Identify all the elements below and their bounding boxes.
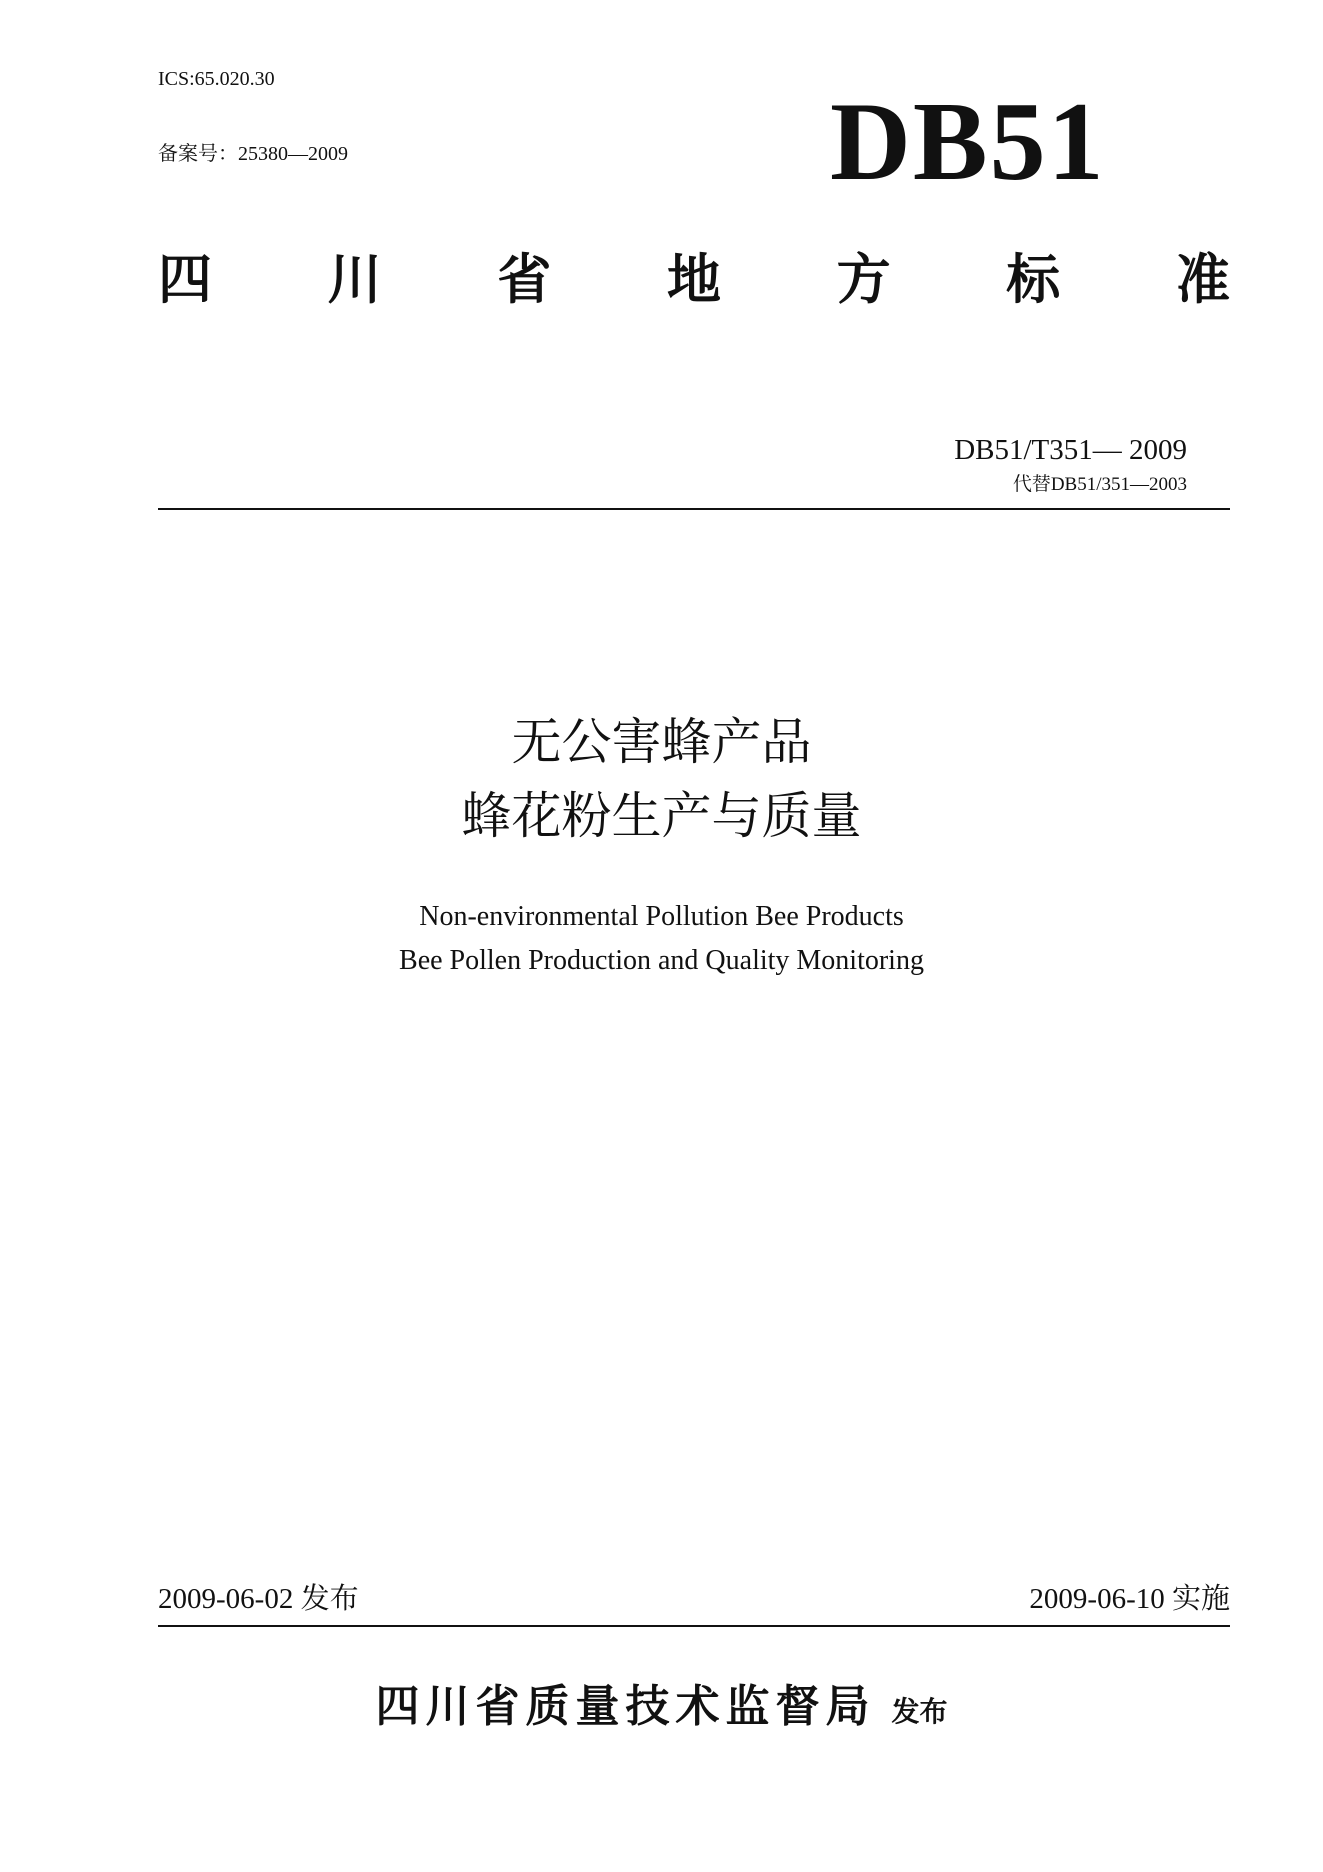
top-divider: [158, 508, 1230, 510]
bottom-divider: [158, 1625, 1230, 1627]
title-en-line1: Non-environmental Pollution Bee Products: [419, 901, 904, 932]
standard-type-heading: [158, 248, 1230, 312]
title-cn-line2: 蜂花粉生产与质量: [461, 787, 862, 845]
standard-number: DB51/T351— 2009: [954, 434, 1187, 466]
issuer-suffix: 发布: [891, 1695, 948, 1728]
replaces-standard: 代替DB51/351—2003: [1012, 474, 1187, 495]
standard-type-char: 标: [1006, 248, 1061, 311]
issuer-line: [0, 1670, 1323, 1734]
standard-type-char: 准: [1175, 248, 1230, 311]
filing-number: 备案号：25380—2009: [158, 143, 348, 165]
title-en-line2: Bee Pollen Production and Quality Monitoring: [399, 945, 924, 976]
standard-type-char: 地: [666, 248, 721, 311]
release-date: 2009-06-02 发布: [158, 1583, 359, 1615]
title-cn-line1: 无公害蜂产品: [511, 713, 812, 771]
standard-type-char: 方: [836, 248, 891, 311]
standard-type-char: 川: [327, 248, 382, 311]
ics-code: ICS:65.020.30: [158, 68, 275, 90]
db51-logo: DB51: [830, 80, 1106, 204]
standard-type-char: 四: [158, 248, 212, 311]
standard-type-char: 省: [497, 248, 552, 311]
implementation-date: 2009-06-10 实施: [1029, 1583, 1230, 1615]
issuer-name: 四川省质量技术监督局: [375, 1681, 876, 1732]
